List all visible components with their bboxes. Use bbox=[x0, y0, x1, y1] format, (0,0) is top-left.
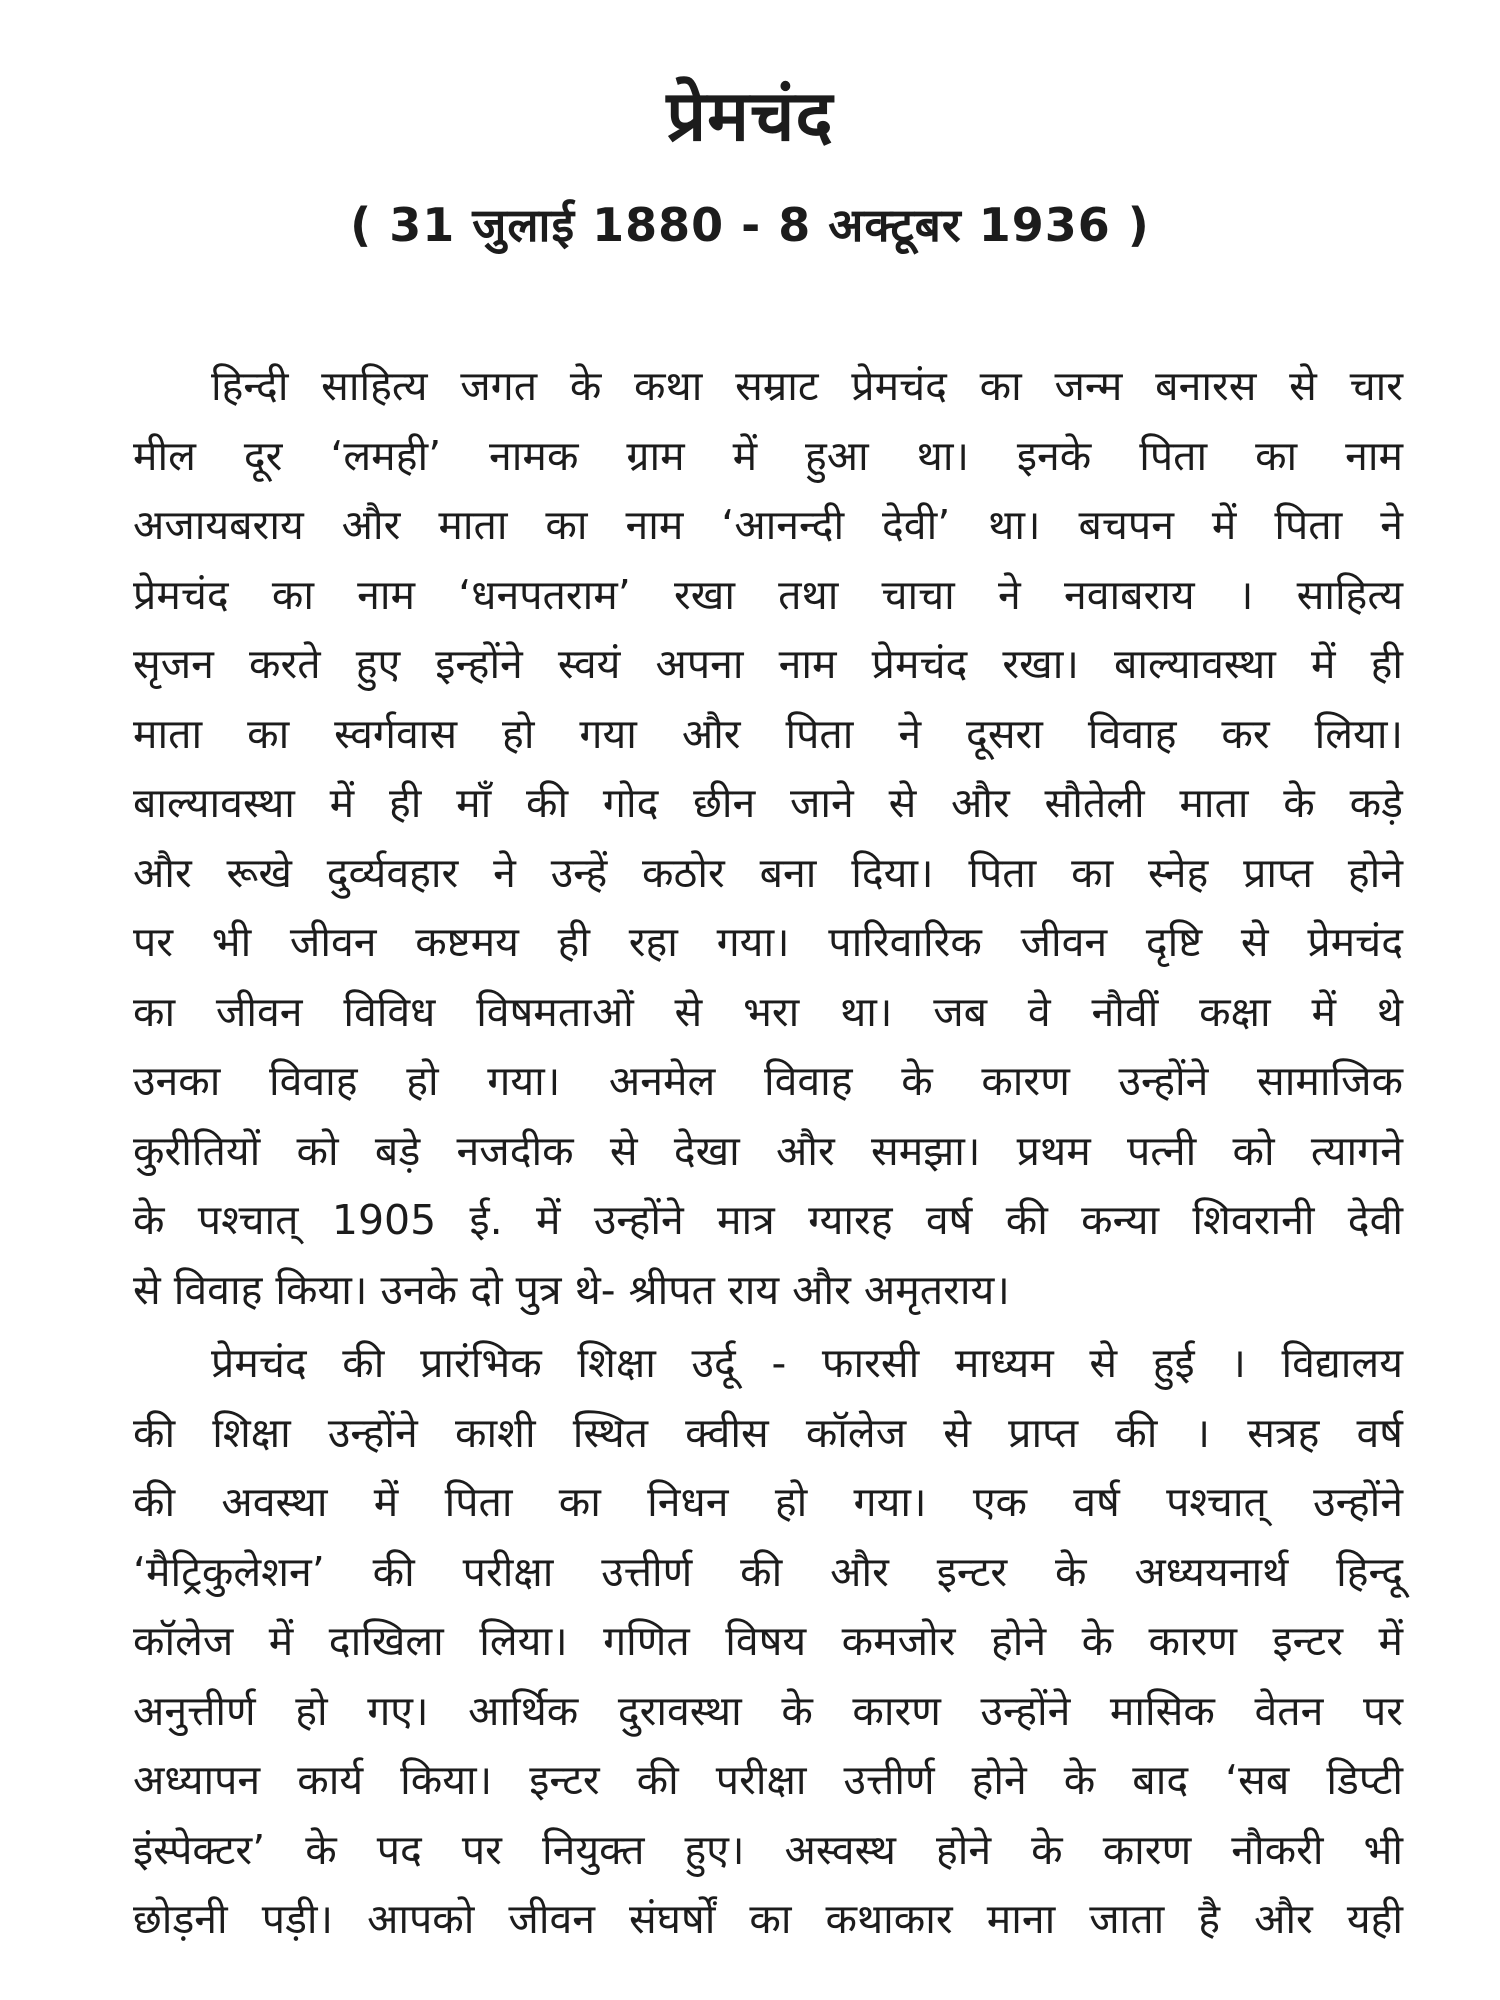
text-line: कॉलेज में दाखिला लिया। गणित विषय कमजोर होने के कारण इन्टर में bbox=[133, 1617, 1403, 1665]
life-dates: ( 31 जुलाई 1880 - 8 अक्टूबर 1936 ) bbox=[350, 198, 1150, 252]
text-line: अध्यापन कार्य किया। इन्टर की परीक्षा उत्तीर्ण होने के बाद ‘सब डिप्टी bbox=[133, 1756, 1403, 1804]
text-line: का जीवन विविध विषमताओं से भरा था। जब वे नौवीं कक्षा में थे bbox=[133, 987, 1403, 1036]
text-line: और रूखे दुर्व्यवहार ने उन्हें कठोर बना दिया। पिता का स्नेह प्राप्त होने bbox=[133, 848, 1403, 897]
text-line: प्रेमचंद की प्रारंभिक शिक्षा उर्दू - फारसी माध्यम से हुई । विद्यालय bbox=[211, 1339, 1403, 1387]
text-line: बाल्यावस्था में ही माँ की गोद छीन जाने से और सौतेली माता के कड़े bbox=[133, 779, 1403, 827]
paragraph-2 bbox=[133, 1329, 1403, 1955]
text-line: सृजन करते हुए इन्होंने स्वयं अपना नाम प्रेमचंद रखा। बाल्यावस्था में ही bbox=[133, 640, 1403, 688]
paragraph-1 bbox=[133, 352, 1403, 1325]
text-line: मील दूर ‘लमही’ नामक ग्राम में हुआ था। इनके पिता का नाम bbox=[133, 431, 1403, 480]
text-line: माता का स्वर्गवास हो गया और पिता ने दूसरा विवाह कर लिया। bbox=[133, 709, 1403, 758]
page-title: प्रेमचंद bbox=[666, 75, 834, 157]
text-line: इंस्पेक्टर’ के पद पर नियुक्त हुए। अस्वस्थ होने के कारण नौकरी भी bbox=[133, 1825, 1403, 1874]
text-line: अजायबराय और माता का नाम ‘आनन्दी देवी’ था। बचपन में पिता ने bbox=[133, 501, 1403, 549]
body-text bbox=[133, 352, 1403, 1955]
text-line: कुरीतियों को बड़े नजदीक से देखा और समझा। प्रथम पत्नी को त्यागने bbox=[133, 1126, 1403, 1175]
text-line: की अवस्था में पिता का निधन हो गया। एक वर्ष पश्चात् उन्होंने bbox=[133, 1478, 1403, 1526]
text-line: छोड़नी पड़ी। आपको जीवन संघर्षों का कथाकार माना जाता है और यही bbox=[133, 1895, 1403, 1943]
text-line: उनका विवाह हो गया। अनमेल विवाह के कारण उन्होंने सामाजिक bbox=[133, 1057, 1403, 1105]
text-line: प्रेमचंद का नाम ‘धनपतराम’ रखा तथा चाचा ने नवाबराय । साहित्य bbox=[133, 570, 1403, 619]
text-line: से विवाह किया। उनके दो पुत्र थे- श्रीपत राय और अमृतराय। bbox=[133, 1265, 1010, 1314]
text-line: पर भी जीवन कष्टमय ही रहा गया। पारिवारिक जीवन दृष्टि से प्रेमचंद bbox=[133, 918, 1403, 966]
text-line: हिन्दी साहित्य जगत के कथा सम्राट प्रेमचंद का जन्म बनारस से चार bbox=[211, 362, 1403, 410]
text-line: के पश्चात् 1905 ई. में उन्होंने मात्र ग्यारह वर्ष की कन्या शिवरानी देवी bbox=[133, 1196, 1403, 1244]
text-line: की शिक्षा उन्होंने काशी स्थित क्वीस कॉलेज से प्राप्त की । सत्रह वर्ष bbox=[133, 1408, 1403, 1457]
text-line: ‘मैट्रिकुलेशन’ की परीक्षा उत्तीर्ण की और इन्टर के अध्ययनार्थ हिन्दू bbox=[133, 1547, 1403, 1596]
text-line: अनुत्तीर्ण हो गए। आर्थिक दुरावस्था के कारण उन्होंने मासिक वेतन पर bbox=[133, 1686, 1403, 1735]
